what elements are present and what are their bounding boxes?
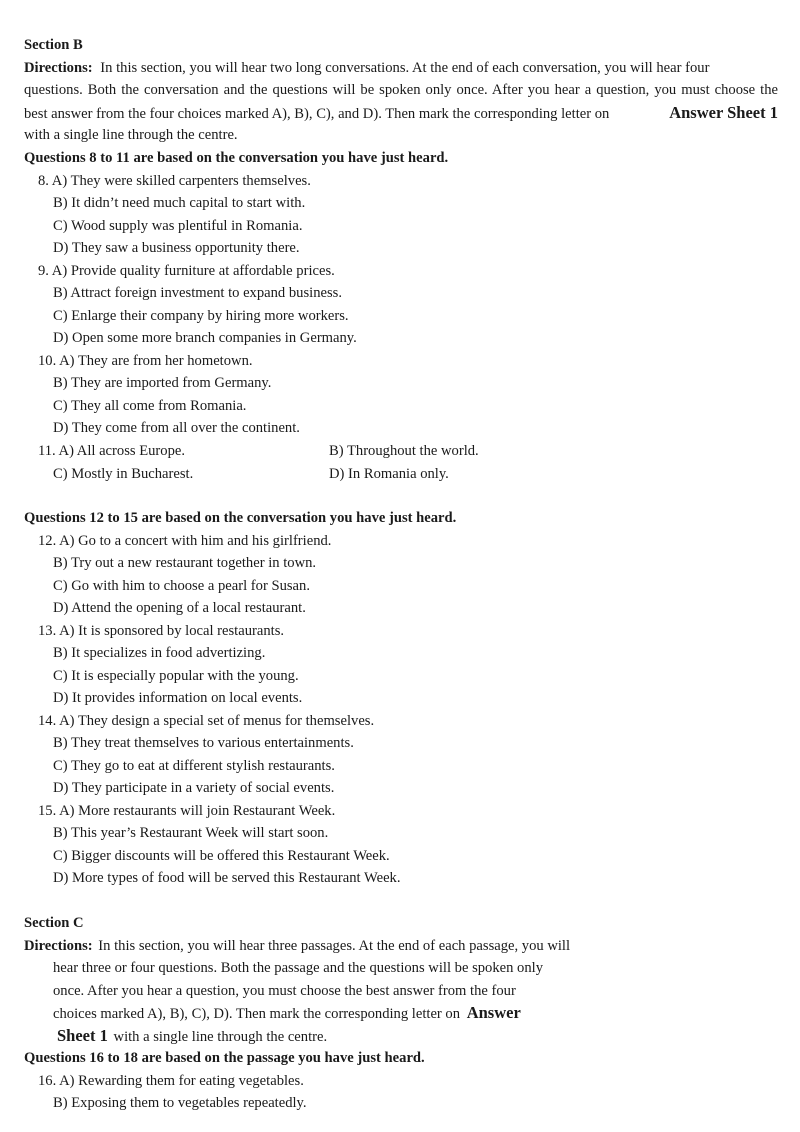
option-12b: B) Try out a new restaurant together in town. (53, 555, 317, 571)
group-title-8-11: Questions 8 to 11 are based on the conversation you have just heard. (24, 150, 449, 166)
answer-sheet-label: Answer (466, 1003, 521, 1022)
section-b-directions-line-2: questions. Both the conversation and the questions will be spoken only once. After you hear a question, you must choose the (24, 82, 778, 98)
question-9: 9. A) Provide quality furniture at affordable prices. (38, 263, 335, 279)
section-b-directions-line-4: with a single line through the centre. (24, 127, 238, 143)
section-b-directions-line-1 (24, 59, 778, 77)
option-15c: C) Bigger discounts will be offered this Restaurant Week. (53, 848, 390, 864)
option-9c: C) Enlarge their company by hiring more workers. (53, 308, 349, 324)
question-14: 14. A) They design a special set of menus for themselves. (38, 713, 375, 729)
directions-text: In this section, you will hear two long conversations. At the end of each conversation, you will hear four (100, 60, 710, 76)
question-8: 8. A) They were skilled carpenters themselves. (38, 173, 311, 189)
option-16b: B) Exposing them to vegetables repeatedly. (53, 1095, 307, 1111)
option-15d: D) More types of food will be served this Restaurant Week. (53, 870, 401, 886)
section-c-directions-line-1 (24, 937, 570, 955)
option-11d: D) In Romania only. (329, 466, 449, 482)
option-8b: B) It didn’t need much capital to start with. (53, 195, 306, 211)
answer-sheet-label: Answer Sheet 1 (669, 103, 778, 122)
option-13d: D) It provides information on local events. (53, 690, 303, 706)
option-13c: C) It is especially popular with the young. (53, 668, 299, 684)
directions-label: Directions: (24, 938, 93, 954)
directions-text: choices marked A), B), C), D). Then mark the corresponding letter on (53, 1006, 461, 1022)
section-c-directions-line-2: hear three or four questions. Both the passage and the questions will be spoken only (53, 960, 544, 976)
section-b-directions-line-3 (24, 104, 778, 123)
question-15: 15. A) More restaurants will join Restaurant Week. (38, 803, 336, 819)
section-c-directions-line-5 (57, 1027, 327, 1046)
option-10c: C) They all come from Romania. (53, 398, 247, 414)
option-14d: D) They participate in a variety of social events. (53, 780, 335, 796)
section-c-heading: Section C (24, 915, 84, 931)
option-8d: D) They saw a business opportunity there. (53, 240, 300, 256)
question-13: 13. A) It is sponsored by local restaurants. (38, 623, 285, 639)
question-12: 12. A) Go to a concert with him and his girlfriend. (38, 533, 332, 549)
directions-label: Directions: (24, 60, 93, 76)
directions-text: with a single line through the centre. (113, 1029, 328, 1045)
option-14c: C) They go to eat at different stylish restaurants. (53, 758, 335, 774)
group-title-16-18: Questions 16 to 18 are based on the passage you have just heard. (24, 1050, 425, 1066)
section-c-directions-line-3: once. After you hear a question, you must choose the best answer from the four (53, 983, 516, 999)
option-11c: C) Mostly in Bucharest. (53, 466, 194, 482)
option-10d: D) They come from all over the continent. (53, 420, 300, 436)
section-c-directions-line-4 (53, 1004, 521, 1023)
option-9b: B) Attract foreign investment to expand business. (53, 285, 342, 301)
option-12d: D) Attend the opening of a local restaurant. (53, 600, 306, 616)
answer-sheet-label: Sheet 1 (57, 1026, 108, 1045)
directions-text: In this section, you will hear three passages. At the end of each passage, you will (98, 938, 571, 954)
option-10b: B) They are imported from Germany. (53, 375, 272, 391)
option-9d: D) Open some more branch companies in Germany. (53, 330, 357, 346)
option-14b: B) They treat themselves to various entertainments. (53, 735, 354, 751)
question-10: 10. A) They are from her hometown. (38, 353, 253, 369)
group-title-12-15: Questions 12 to 15 are based on the conversation you have just heard. (24, 510, 457, 526)
option-15b: B) This year’s Restaurant Week will start soon. (53, 825, 329, 841)
option-12c: C) Go with him to choose a pearl for Susan. (53, 578, 310, 594)
question-16: 16. A) Rewarding them for eating vegetables. (38, 1073, 304, 1089)
section-b-heading: Section B (24, 37, 83, 53)
option-13b: B) It specializes in food advertizing. (53, 645, 266, 661)
option-8c: C) Wood supply was plentiful in Romania. (53, 218, 303, 234)
option-11b: B) Throughout the world. (329, 443, 479, 459)
directions-text: best answer from the four choices marked A), B), C), and D). Then mark the corresponding letter on (24, 106, 610, 122)
question-11: 11. A) All across Europe. (38, 443, 185, 459)
